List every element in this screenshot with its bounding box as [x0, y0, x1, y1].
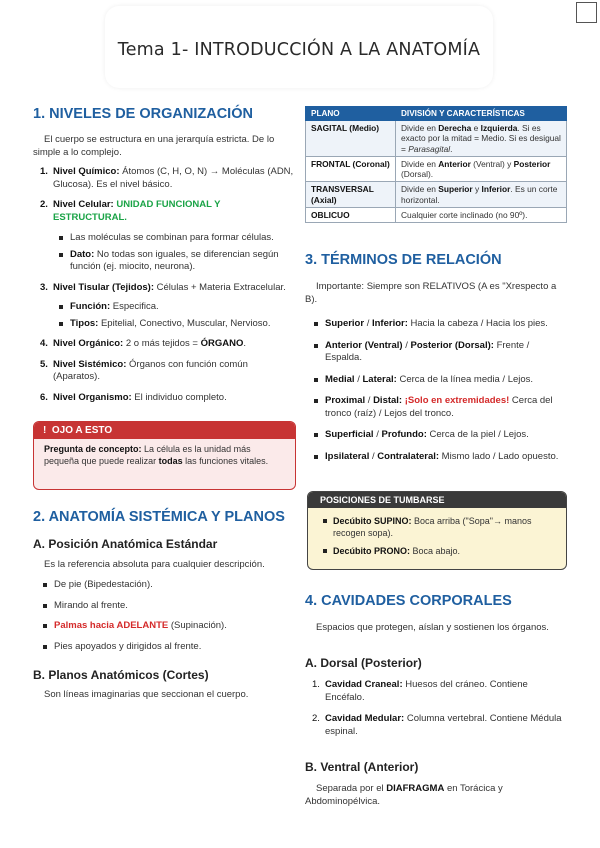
table-cell: Divide en Anterior (Ventral) y Posterior (Dorsal). — [396, 156, 567, 182]
table-cell: OBLICUO — [306, 208, 396, 223]
subsection-2a-intro: Es la referencia absoluta para cualquier descripción. — [44, 559, 265, 570]
section-1-intro: El cuerpo se estructura en una jerarquía estricta. De lo simple a lo complejo. — [33, 134, 275, 158]
page-title: Tema 1- INTRODUCCIÓN A LA ANATOMÍA — [117, 40, 481, 60]
attention-box-body: Pregunta de concepto: La célula es la unidad más pequeña que puede realizar todas las funciones vitales. — [44, 444, 269, 466]
table-cell: Cualquier corte inclinado (no 90º). — [396, 208, 567, 223]
table-header: PLANO — [306, 107, 396, 121]
list-item: De pie (Bipedestación). — [41, 579, 296, 592]
list-item: 6. Nivel Organismo: El individuo completo. — [40, 391, 227, 403]
subsection-4b-heading: B. Ventral (Anterior) — [305, 760, 419, 774]
relation-terms-list — [312, 318, 567, 463]
list-item: Dato: No todas son iguales, se diferencian según función (ej. miocito, neurona). — [57, 249, 296, 274]
subsection-2b-heading: B. Planos Anatómicos (Cortes) — [33, 668, 209, 682]
planes-table — [305, 106, 567, 223]
table-header-row — [306, 107, 567, 121]
list-item: Mirando al frente. — [41, 600, 296, 613]
list-item: 2. Cavidad Medular: Columna vertebral. Contiene Médula espinal. — [312, 713, 562, 737]
list-item: Superficial / Profundo: Cerca de la piel / Lejos. — [312, 429, 567, 442]
list-item: Ipsilateral / Contralateral: Mismo lado / Lado opuesto. — [312, 451, 567, 464]
page-corner-checkbox[interactable] — [576, 2, 597, 23]
table-cell: FRONTAL (Coronal) — [306, 156, 396, 182]
attention-box-header: ! OJO A ESTO — [34, 422, 295, 439]
highlight-text: UNIDAD FUNCIONAL Y ESTRUCTURAL. — [53, 199, 221, 223]
section-4-intro: Espacios que protegen, aíslan y sostienen los órganos. — [316, 622, 549, 633]
section-4-heading: 4. CAVIDADES CORPORALES — [305, 593, 512, 609]
list-item: Las moléculas se combinan para formar células. — [57, 232, 296, 245]
list-item: 5. Nivel Sistémico: Órganos con función común (Aparatos). — [40, 358, 248, 382]
list-item: Medial / Lateral: Cerca de la línea media / Lejos. — [312, 374, 567, 387]
list-item: 2. Nivel Celular: UNIDAD FUNCIONAL Y ESTRUCTURAL. Las moléculas se combinan para formar células. Dato: No todas son iguales, se diferencian según función (ej. miocito, neurona). — [33, 199, 296, 274]
lying-positions-list — [308, 508, 566, 557]
list-item: 1. Cavidad Craneal: Huesos del cráneo. Contiene Encéfalo. — [312, 679, 528, 703]
lying-positions-box — [307, 491, 567, 570]
subsection-2b-intro: Son líneas imaginarias que seccionan el cuerpo. — [44, 689, 249, 700]
list-item: Superior / Inferior: Hacia la cabeza / Hacia los pies. — [312, 318, 567, 331]
title-card — [105, 6, 493, 88]
subsection-2a-heading: A. Posición Anatómica Estándar — [33, 537, 218, 551]
list-item: 3. Nivel Tisular (Tejidos): Células + Materia Extracelular. Función: Especifica. Tipos: Epitelial, Conectivo, Muscular, Nervioso. — [33, 282, 296, 331]
attention-box — [33, 421, 296, 490]
table-cell: Divide en Superior y Inferior. Es un corte horizontal. — [396, 182, 567, 208]
section-3-heading: 3. TÉRMINOS DE RELACIÓN — [305, 252, 502, 268]
table-row — [306, 182, 567, 208]
list-item: Decúbito PRONO: Boca abajo. — [321, 545, 554, 557]
subsection-4b-text: Separada por el DIAFRAGMA en Torácica y Abdominopélvica. — [305, 783, 503, 807]
subsection-4a-heading: A. Dorsal (Posterior) — [305, 656, 422, 670]
list-item: Anterior (Ventral) / Posterior (Dorsal): Frente / Espalda. — [312, 340, 567, 365]
anatomical-position-list — [41, 579, 296, 653]
lying-positions-header: POSICIONES DE TUMBARSE — [308, 492, 566, 508]
section-1-heading: 1. NIVELES DE ORGANIZACIÓN — [33, 106, 253, 122]
table-row — [306, 121, 567, 157]
section-3-intro: Importante: Siempre son RELATIVOS (A es "Xrespecto a B). — [305, 281, 557, 305]
list-item: Decúbito SUPINO: Boca arriba ("Sopa"→ manos recogen sopa). — [321, 515, 554, 539]
table-cell: TRANSVERSAL (Axial) — [306, 182, 396, 208]
exclamation-icon: ! — [43, 425, 47, 436]
table-cell: Divide en Derecha e Izquierda. Si es exacto por la mitad = Medio. Si es desigual = Parasagital. — [396, 121, 567, 157]
list-item: Proximal / Distal: ¡Solo en extremidades! Cerca del tronco (raíz) / Lejos del tronco. — [312, 395, 567, 420]
table-header: DIVISIÓN Y CARACTERÍSTICAS — [396, 107, 567, 121]
table-row — [306, 156, 567, 182]
list-item: Pies apoyados y dirigidos al frente. — [41, 641, 296, 654]
list-item: Tipos: Epitelial, Conectivo, Muscular, Nervioso. — [57, 318, 296, 331]
organization-levels-list — [33, 166, 296, 404]
list-item: Función: Especifica. — [57, 301, 296, 314]
section-2-heading: 2. ANATOMÍA SISTÉMICA Y PLANOS — [33, 509, 285, 525]
dorsal-cavities-list — [305, 679, 567, 738]
table-row — [306, 208, 567, 223]
list-item: Palmas hacia ADELANTE (Supinación). — [41, 620, 296, 633]
list-item: 1. Nivel Químico: Átomos (C, H, O, N) → Moléculas (ADN, Glucosa). Es el nivel básico. — [40, 166, 294, 190]
table-cell: SAGITAL (Medio) — [306, 121, 396, 157]
list-item: 4. Nivel Orgánico: 2 o más tejidos = ÓRGANO. — [40, 338, 246, 349]
